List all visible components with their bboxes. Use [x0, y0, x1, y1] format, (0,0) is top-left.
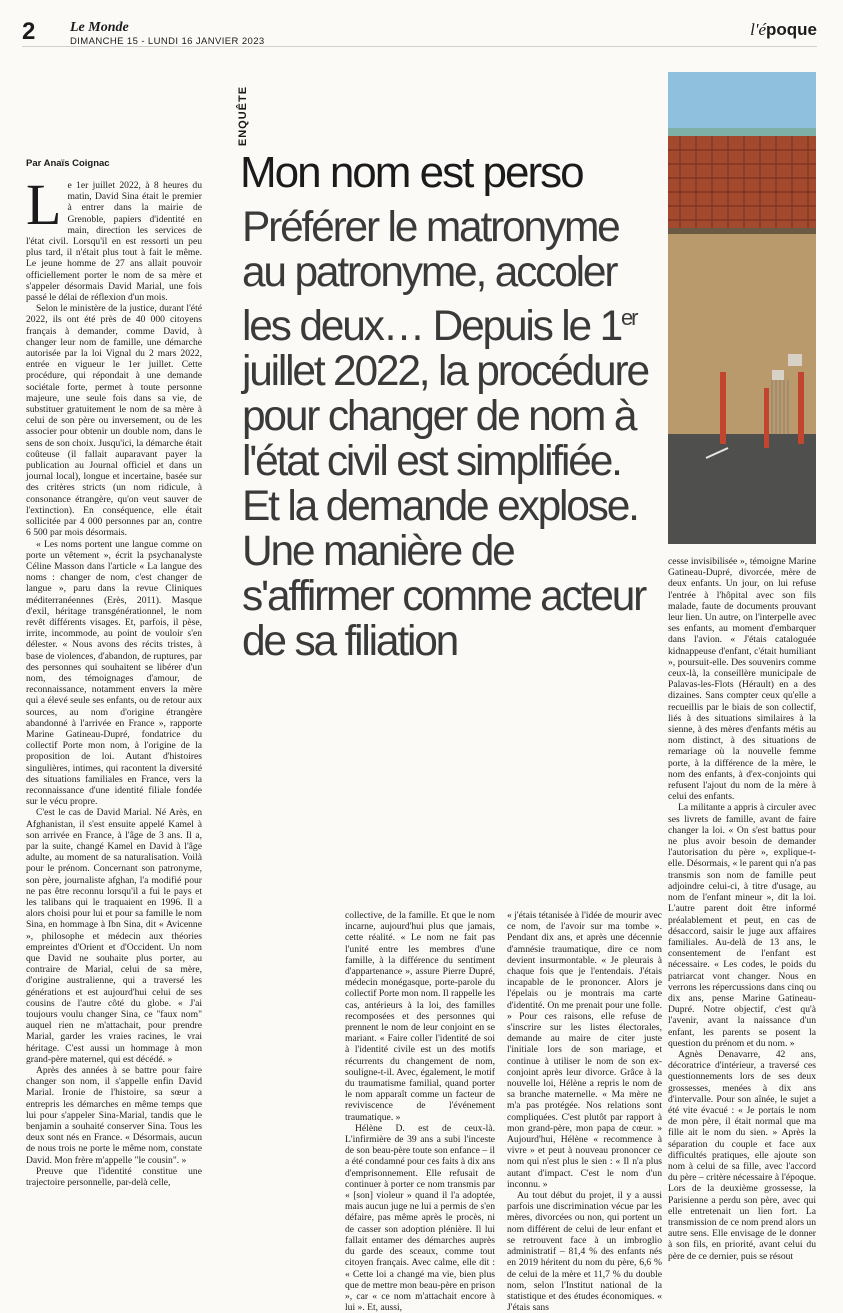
- subhead-ordinal: er: [621, 305, 637, 330]
- photo-bollard-1: [720, 372, 726, 444]
- paragraph: « Les noms portent une langue comme on porte un vêtement », écrit la psychanalyste Céline Masson dans l'article « La langue des noms : changer de nom, c'est changer de langue », paru dans la revue Cliniques méditerranéennes (Erès, 2011). Masque d'exil, héritage transgénérationnel, le nom revêt différents visages. Et, parfois, il pèse, irrite, incommode, au point de vouloir s'en délester. « Nous avons des récits tristes, à base de violences, d'abandon, de ruptures, par des personnes qui souhaitent se libérer d'un nom, des témoignages d'amour, de reconnaissance, notamment envers la mère qui a élevé seule ses enfants, ou de retour aux sources, au nom d'origine étrangère abandonné à l'arrivée en France », rapporte Marine Gatineau-Dupré, fondatrice du collectif Porte mon nom, à l'origine de la proposition de loi. Autant d'histoires singulières, intimes, qui racontent la diversité des situations familiales en France, vers la reconnaissance d'une identité filiale fondée sur le vécu propre.: [26, 538, 202, 808]
- photo-sky: [668, 72, 816, 132]
- page-header: [22, 12, 817, 47]
- photo-utility-box-2: [772, 370, 784, 380]
- paragraph: Hélène D. est de ceux-là. L'infirmière de 39 ans a subi l'inceste de son beau-père toute son enfance – il a été condamné pour ces faits à dix ans d'emprisonnement. Elle refusait de continuer à porter ce nom transmis par « [son] violeur » quand il l'a adoptée, mais aucun juge ne lui a permis de s'en défaire, pas même après le procès, ni de casser son adoption plénière. Il lui fallait entamer des démarches auprès du garde des sceaux, comme tout citoyen français. Avec calme, elle dit : « Cette loi a changé ma vie, bien plus que de mettre mon beau-père en prison », car « ce nom m'attachait encore à lui ». Et, aussi,: [345, 1122, 495, 1313]
- kicker-text: ENQUÊTE: [237, 85, 250, 147]
- paragraph: cesse invisibilisée », témoigne Marine Gatineau-Dupré, divorcée, mère de deux enfants. Un jour, on lui refuse l'entrée à l'hôpital avec son fils malade, faute de documents prouvant leur lien. Un autre, on l'interpelle avec ses enfants, au moment d'embarquer dans l'avion. « J'étais cataloguée kidnappeuse d'enfant, c'était humiliant », poursuit-elle. Des souvenirs comme ceux-là, la conseillère municipale de Palavas-les-Flots (Hérault) en a des dizaines. Sans compter ceux qu'elle a recueillis par le biais de son collectif, liés à des situations similaires à la sienne, à des mères d'enfants métis au nom distinct, à des situations de remariage où la nouvelle femme porte, à la différence de la mère, le nom des enfants, à d'ex-conjoints qui refusent l'ajout du nom de la mère à celui des enfants.: [668, 556, 816, 803]
- photo-wall: [668, 234, 816, 434]
- subhead-part-a: Préférer le matronyme au patronyme, accoler les deux… Depuis le 1: [242, 204, 622, 351]
- section-label-italic: l'é: [750, 20, 766, 39]
- photo-roof-edge: [668, 128, 816, 136]
- photo-bollard-3: [798, 372, 804, 444]
- article-photo: [668, 72, 816, 544]
- page-number: 2: [22, 18, 36, 45]
- article-column-2: [345, 910, 495, 1313]
- paragraph: La militante a appris à circuler avec ses livrets de famille, avant de faire changer la loi. « On s'est battus pour ne plus avoir besoin de demander l'autorisation du père », explique-t-elle. Désormais, « le parent qui n'a pas transmis son nom de famille peut adjoindre celui-ci, à titre d'usage, au nom de l'enfant mineur », dit la loi. L'autre parent doit être informé préalablement et peut, en cas de désaccord, saisir le juge aux affaires familiales. Au-delà de 13 ans, le consentement de l'enfant est nécessaire. « Les codes, le poids du patriarcat vont changer. Nous en verrons les répercussions dans cinq ou dix ans, pense Marine Gatineau-Dupré. Notre objectif, c'est qu'à l'avenir, avant la naissance d'un enfant, les parents se posent la question du prénom et du nom. »: [668, 802, 816, 1049]
- paragraph: C'est le cas de David Marial. Né Arès, en Afghanistan, il s'est ensuite appelé Kamel à son arrivée en France, à l'âge de 3 ans. Il a, par la suite, changé Kamel en David à l'âge adulte, au moment de sa naturalisation. Voilà pour le prénom. Concernant son patronyme, son père, journaliste afghan, l'a modifié pour ne pas être reconnu lorsqu'il a fui le pays et les talibans qui le traquaient en 1996. Il a alors choisi pour lui et pour sa famille le nom Sina, en hommage à Ibn Sina, dit « Avicenne », philosophe et médecin aux théories empreintes d'Orient et d'Occident. Un nom que David ne souhaite plus porter, au contraire de Marial, celui de sa mère, d'origine australienne, qui a traversé les générations et est aujourd'hui celui de ses cousins de l'autre côté du globe. « J'ai toujours voulu changer Sina, ce "faux nom" auquel rien ne m'attachait, pour prendre Marial, garder les vraies racines, le vrai héritage. C'est aussi un hommage à mon grand-père maternel, qui est décédé. »: [26, 807, 202, 1065]
- paragraph: Agnès Denavarre, 42 ans, décoratrice d'intérieur, a traversé ces questionnements lors de ses deux grossesses, menées à dix ans d'intervalle. Pour son aînée, le sujet a été vite évacué : « Je portais le nom de mon père, il était normal que ma fille ait le nom du sien. » Après la séparation du couple et face aux difficultés pratiques, elle ajoute son nom à celui de sa fille, avec l'accord du père – critère nécessaire à l'époque. Lors de la deuxième grossesse, la Parisienne a perdu son père, avec qui elle entretenait un lien fort. La transmission de ce nom prend alors un autre sens. Elle envisage de le donner à son fils, en priorité, avant celui du père de ce dernier, puis se résout: [668, 1048, 816, 1262]
- section-label-bold: poque: [766, 20, 817, 39]
- paragraph: Preuve que l'identité constitue une trajectoire personnelle, par-delà celle,: [26, 1165, 202, 1189]
- article-subhead: [242, 205, 657, 664]
- section-label: [750, 20, 817, 40]
- photo-building-parking: [668, 72, 816, 544]
- article-column-1: [26, 172, 202, 1189]
- paragraph: « j'étais tétanisée à l'idée de mourir avec ce nom, de l'avoir sur ma tombe ». Pendant dix ans, et après une décennie d'amnésie traumatique, dire ce nom devient insurmontable. « Je pleurais à chaque fois que je l'entendais. J'étais incapable de le prononcer. Alors je l'épelais ou je montrais ma carte d'identité. On me prenait pour une folle. » Pour ces raisons, elle refuse de s'inscrire sur les listes électorales, demande au maire de citer juste l'initiale lors de son mariage, et continue à utiliser le nom de son ex-conjoint après leur divorce. Grâce à la nouvelle loi, Hélène a repris le nom de sa branche maternelle. « Ma mère ne m'a pas protégée. Nos relations sont compliquées. C'est plutôt par rapport à mon grand-père, mon papa de cœur. » Aujourd'hui, Hélène « recommence à vivre » et peut à nouveau prononcer ce nom qui n'est plus le sien : « Il n'a plus autant d'impact. C'est le nom d'un inconnu. »: [507, 910, 662, 1190]
- article-column-4: [668, 556, 816, 1262]
- masthead-logo: Le Monde: [70, 20, 129, 35]
- byline: Par Anaïs Coignac: [26, 158, 110, 169]
- article-column-3: [507, 910, 662, 1313]
- paragraph: e 1er juillet 2022, à 8 heures du matin, David Sina était le premier à entrer dans la mairie de Grenoble, papiers d'identité en main, direction les services de l'état civil. Lorsqu'il en est ressorti un peu plus tard, il n'était plus tout à fait le même. Le jeune homme de 27 ans allait pouvoir officiellement porter le nom de sa mère et s'appeler désormais David Marial, une fois passé le délai de réflexion d'un mois.: [26, 180, 202, 304]
- paragraph: Après des années à se battre pour faire changer son nom, il s'appelle enfin David Marial. Ironie de l'histoire, sa sœur a entrepris les démarches en même temps que lui pour s'appeler Sina-Marial, tandis que le benjamin a souhaité conserver Sina. Tous les deux sont nés en France. « Désormais, aucun de nous trois ne porte le même nom, constate David. Mon frère m'appelle "le cousin". »: [26, 1065, 202, 1166]
- photo-gutter: [668, 228, 816, 234]
- paragraph: Au tout début du projet, il y a aussi parfois une discrimination vécue par les mères, divorcées ou non, qui portent un nom différent de celui de leur enfant et se retrouvent face à un imbroglio administratif – 81,4 % des enfants nés en 2019 héritent du nom du père, 6,6 % de celui de la mère et 11,7 % du double nom, selon l'Institut national de la statistique et des études économiques. « J'étais sans: [507, 1190, 662, 1313]
- paragraph: Selon le ministère de la justice, durant l'été 2022, ils ont été près de 40 000 citoyens français à demander, comme David, à changer leur nom de famille, une démarche autorisée par la loi Vignal du 2 mars 2022, entrée en vigueur le 1er juillet. Cette procédure, qui répondait à une demande sociétale forte, permet à toute personne majeure, une seule fois dans sa vie, de substituer gratuitement le nom de sa mère à celui de son père ou inversement, ou de les associer pour obtenir un double nom, dans le sens de son choix. Jusqu'ici, la démarche était coûteuse (il fallait auparavant payer la publication au Journal officiel et dans un journal local), longue et incertaine, basée sur des critères stricts (un nom ridicule, à consonance étrangère, qu'on veut sauver de l'extinction). En conséquence, elle était sollicitée par 4 000 personnes par an, contre 6 500 par mois désormais.: [26, 303, 202, 539]
- issue-date: DIMANCHE 15 - LUNDI 16 JANVIER 2023: [70, 36, 265, 47]
- photo-utility-box: [788, 354, 802, 366]
- article-kicker: [233, 85, 253, 150]
- subhead-part-b: juillet 2022, la procédure pour changer de nom à l'état civil est simplifiée. Et la demande explose. Une manière de s'affirmer comme acteur de sa filiation: [242, 348, 648, 666]
- photo-asphalt: [668, 434, 816, 544]
- photo-bollard-2: [764, 388, 769, 448]
- article-headline: Mon nom est perso: [240, 148, 583, 197]
- drop-cap: L: [26, 172, 62, 237]
- paragraph: collective, de la famille. Et que le nom incarne, aujourd'hui plus que jamais, cette réalité. « Le nom ne fait pas l'unité entre les membres d'une famille, à la différence du sentiment d'appartenance », assure Pierre Dupré, médecin monégasque, porte-parole du collectif Porte mon nom. Il rappelle les cas, antérieurs à la loi, des familles recomposées et des personnes qui prennent le nom de leur conjoint en se mariant. « Faire coller l'identité de soi à l'identité civile est un des motifs récurrents du changement de nom, souligne-t-il. Avec, également, le motif du traumatisme familial, quand porter le nom apparaît comme un facteur de reviviscence de l'événement traumatique. »: [345, 910, 495, 1123]
